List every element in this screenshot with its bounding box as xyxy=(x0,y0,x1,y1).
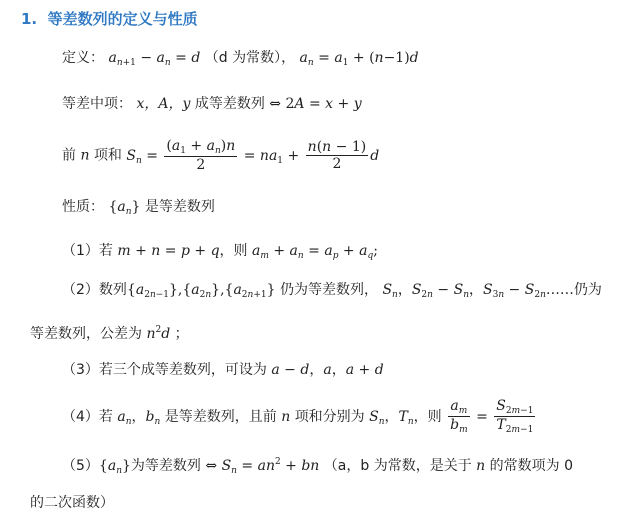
item-5-seq: $\{a_n\}$ xyxy=(98,458,131,476)
item-4-seqs: $a_n$，$b_n$ xyxy=(117,408,161,427)
section-number: 1. xyxy=(21,10,38,28)
section-heading xyxy=(21,8,198,29)
item-5-number: （5） xyxy=(62,458,99,474)
item-5 xyxy=(62,455,573,476)
sum-formula: $S_n$ = $\frac{(a_1 + a_n)n}{2}$ = $na_1$ + $\frac{n(n - 1)}{2}$ d xyxy=(126,138,380,174)
item-2-continuation xyxy=(30,323,189,343)
item-3 xyxy=(62,359,384,379)
definition-label: 定义： xyxy=(62,50,104,66)
property-line xyxy=(62,196,215,217)
item-5-paren: （a，b 为常数，是关于 xyxy=(323,458,472,474)
section-title: 等差数列的定义与性质 xyxy=(47,10,198,28)
general-term-formula: $a_n = a_1 + (n-1)d$ xyxy=(299,50,419,68)
item-2-then: 仍为等差数列， xyxy=(279,282,378,298)
item-1-cond: m + n = p + q xyxy=(117,243,220,259)
item-5-formula: ⇔ $S_n = an^2$ + bn xyxy=(205,457,320,476)
item-1-text: 若 xyxy=(98,243,113,259)
definition-note: （d 为常数）， xyxy=(204,50,296,66)
sum-label-pre: 前 xyxy=(62,147,76,164)
property-text: 是等差数列 xyxy=(144,199,215,215)
mean-vars: x，A，y xyxy=(136,96,191,112)
item-1 xyxy=(62,240,378,261)
mean-text: 成等差数列 xyxy=(194,96,265,112)
item-4-text-pre: 若 xyxy=(98,408,113,425)
item-5-text: 为等差数列 xyxy=(130,458,201,474)
sum-label-n: n xyxy=(80,147,90,164)
item-2 xyxy=(62,279,602,300)
definition-formula: $a_{n+1} - a_n = d$ xyxy=(108,50,201,68)
definition-line xyxy=(62,47,419,68)
item-2-text: 数列 xyxy=(98,282,127,298)
mean-label: 等差中项： xyxy=(62,96,132,112)
property-label: 性质： xyxy=(62,199,104,215)
item-4-text-mid: 是等差数列，且前 xyxy=(164,408,277,425)
item-5-n: n xyxy=(476,458,486,474)
sum-label-post: 项和 xyxy=(93,147,122,164)
item-5-paren2: 的常数项为 0 xyxy=(489,458,573,474)
item-4 xyxy=(62,398,537,436)
property-seq: $\{a_n\}$ xyxy=(108,199,141,217)
item-2-cont-end: ； xyxy=(174,326,189,342)
item-3-number: （3） xyxy=(62,362,99,378)
item-5-cont-text: 的二次函数） xyxy=(30,495,114,511)
arithmetic-mean-line xyxy=(62,93,362,113)
item-4-then: ，则 xyxy=(413,408,442,425)
item-4-ratio: $\frac{a_m}{b_m}$ = $\frac{S_{2m-1}}{T_{2m-1}}$ xyxy=(450,398,534,436)
item-5-continuation xyxy=(30,492,114,512)
item-1-result: $a_m + a_n = a_p + a_q$; xyxy=(252,243,378,261)
item-1-number: （1） xyxy=(62,243,99,259)
item-4-n: n xyxy=(281,408,291,425)
item-4-sums: $S_n$，$T_n$ xyxy=(369,408,414,427)
item-2-tail: ……仍为 xyxy=(545,282,602,298)
item-2-seqs: $\{a_{2n-1}\},\{a_{2n}\},\{a_{2n+1}\}$ xyxy=(126,282,276,300)
item-4-text-mid2: 项和分别为 xyxy=(294,408,365,425)
item-2-number: （2） xyxy=(62,282,99,298)
item-4-number: （4） xyxy=(62,408,99,425)
item-1-then: ，则 xyxy=(219,243,248,259)
item-2-diff: $n^2d$ xyxy=(146,325,171,342)
item-2-cont-text: 等差数列，公差为 xyxy=(30,326,142,342)
item-3-text: 若三个成等差数列，可设为 xyxy=(98,362,267,378)
sum-line xyxy=(62,138,379,173)
item-3-terms: a − d，a，a + d xyxy=(271,362,384,378)
mean-formula: ⇔ 2A = x + y xyxy=(269,96,362,112)
item-2-sums: $S_n$，$S_{2n} - S_n$，$S_{3n} - S_{2n}$ xyxy=(382,282,546,300)
